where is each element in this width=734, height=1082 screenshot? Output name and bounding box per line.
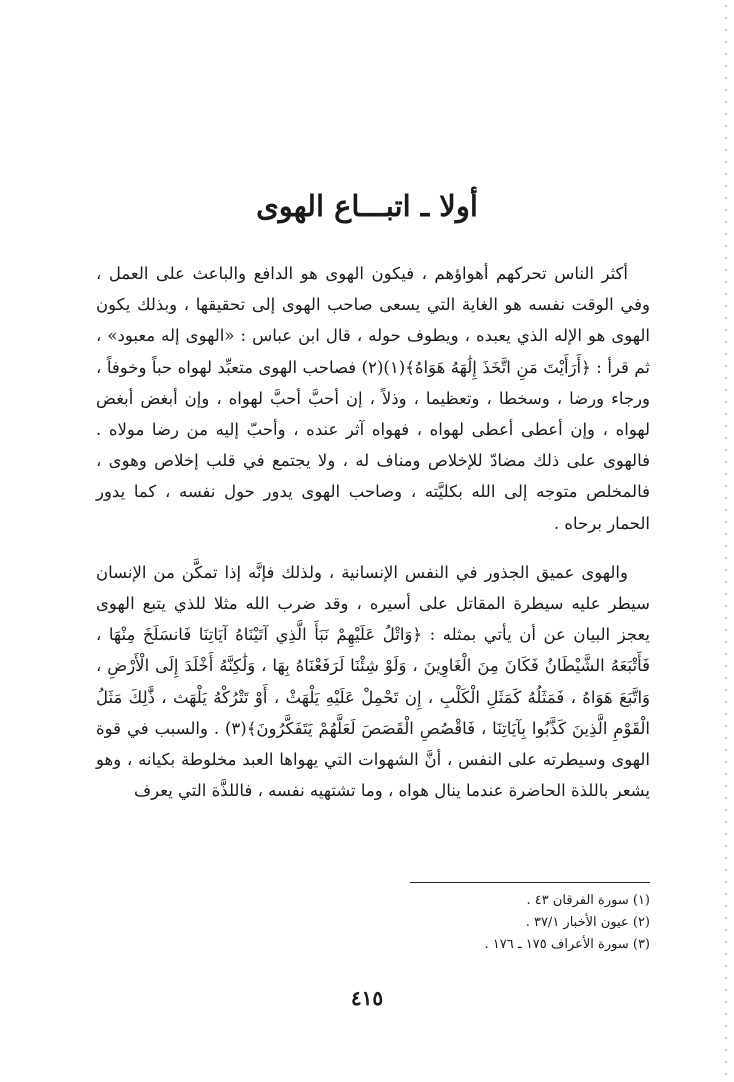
footnote-3: (٣) سورة الأعراف ١٧٥ ـ ١٧٦ . bbox=[484, 937, 650, 952]
scan-margin-dots bbox=[724, 0, 728, 1082]
paragraph-1: أكثر الناس تحركهم أهواؤهم ، فيكون الهوى هو الدافع والباعث على العمل ، وفي الوقت نفسه هو الغاية التي يسعى صاحب الهوى إلى تحقيقها ، وبذلك يكون الهوى هو الإله الذي يعبده ، ويطوف حوله ، قال ابن عباس : «الهوى إله معبود» ، ثم قرأ : ﴿أَرَأَيْتَ مَنِ اتَّخَذَ إِلَٰهَهُ هَوَاهُ﴾(١)(٢) فصاحب الهوى متعبِّد لهواه حباً وخوفاً ، ورجاء ورضا ، وسخطا ، وتعظيما ، وذلاً ، إن أحبَّ أحبَّ لهواه ، وإن أبغض أبغض لهواه ، وإن أعطى أعطى لهواه ، فهواه آثر عنده ، وأحبّ إليه من رضا مولاه . فالهوى على ذلك مضادّ للإخلاص ومناف له ، ولا يجتمع في قلب إخلاص وهوى ، فالمخلص متوجه إلى الله بكليَّته ، وصاحب الهوى يدور حول نفسه ، كما يدور الحمار برحاه . bbox=[96, 264, 650, 533]
page-number: ٤١٥ bbox=[350, 986, 384, 1010]
footnote-1: (١) سورة الفرقان ٤٣ . bbox=[526, 893, 650, 908]
footnote-2: (٢) عيون الأخبار ٣٧/١ . bbox=[525, 915, 650, 930]
body-text bbox=[96, 258, 650, 806]
paragraph-2: والهوى عميق الجذور في النفس الإنسانية ، ولذلك فإنَّه إذا تمكَّن من الإنسان سيطر عليه سيطرة المقاتل على أسيره ، وقد ضرب الله مثلا للذي يتبع الهوى يعجز البيان عن أن يأتي بمثله : ﴿وَاتْلُ عَلَيْهِمْ نَبَأَ الَّذِي آتَيْنَاهُ آيَاتِنَا فَانسَلَخَ مِنْهَا ، فَأَتْبَعَهُ الشَّيْطَانُ فَكَانَ مِنَ الْغَاوِينَ ، وَلَوْ شِئْنَا لَرَفَعْنَاهُ بِهَا ، وَلَٰكِنَّهُ أَخْلَدَ إِلَى الْأَرْضِ ، وَاتَّبَعَ هَوَاهُ ، فَمَثَلُهُ كَمَثَلِ الْكَلْبِ ، إِن تَحْمِلْ عَلَيْهِ يَلْهَثْ ، أَوْ تَتْرُكْهُ يَلْهَث ، ذَّٰلِكَ مَثَلُ الْقَوْمِ الَّذِينَ كَذَّبُوا بِآيَاتِنَا ، فَاقْصُصِ الْقَصَصَ لَعَلَّهُمْ يَتَفَكَّرُونَ﴾(٣) . والسبب في قوة الهوى وسيطرته على النفس ، أنَّ الشهوات التي يهواها العبد مخلوطة بكيانه ، وهو يشعر باللذة الحاضرة عندما ينال هواه ، وما تشتهيه نفسه ، فاللذَّة التي يعرف bbox=[96, 562, 650, 801]
footnotes bbox=[300, 890, 650, 956]
footnote-divider bbox=[410, 882, 650, 883]
section-title: أولا ـ اتبـــاع الهوى bbox=[256, 189, 478, 223]
